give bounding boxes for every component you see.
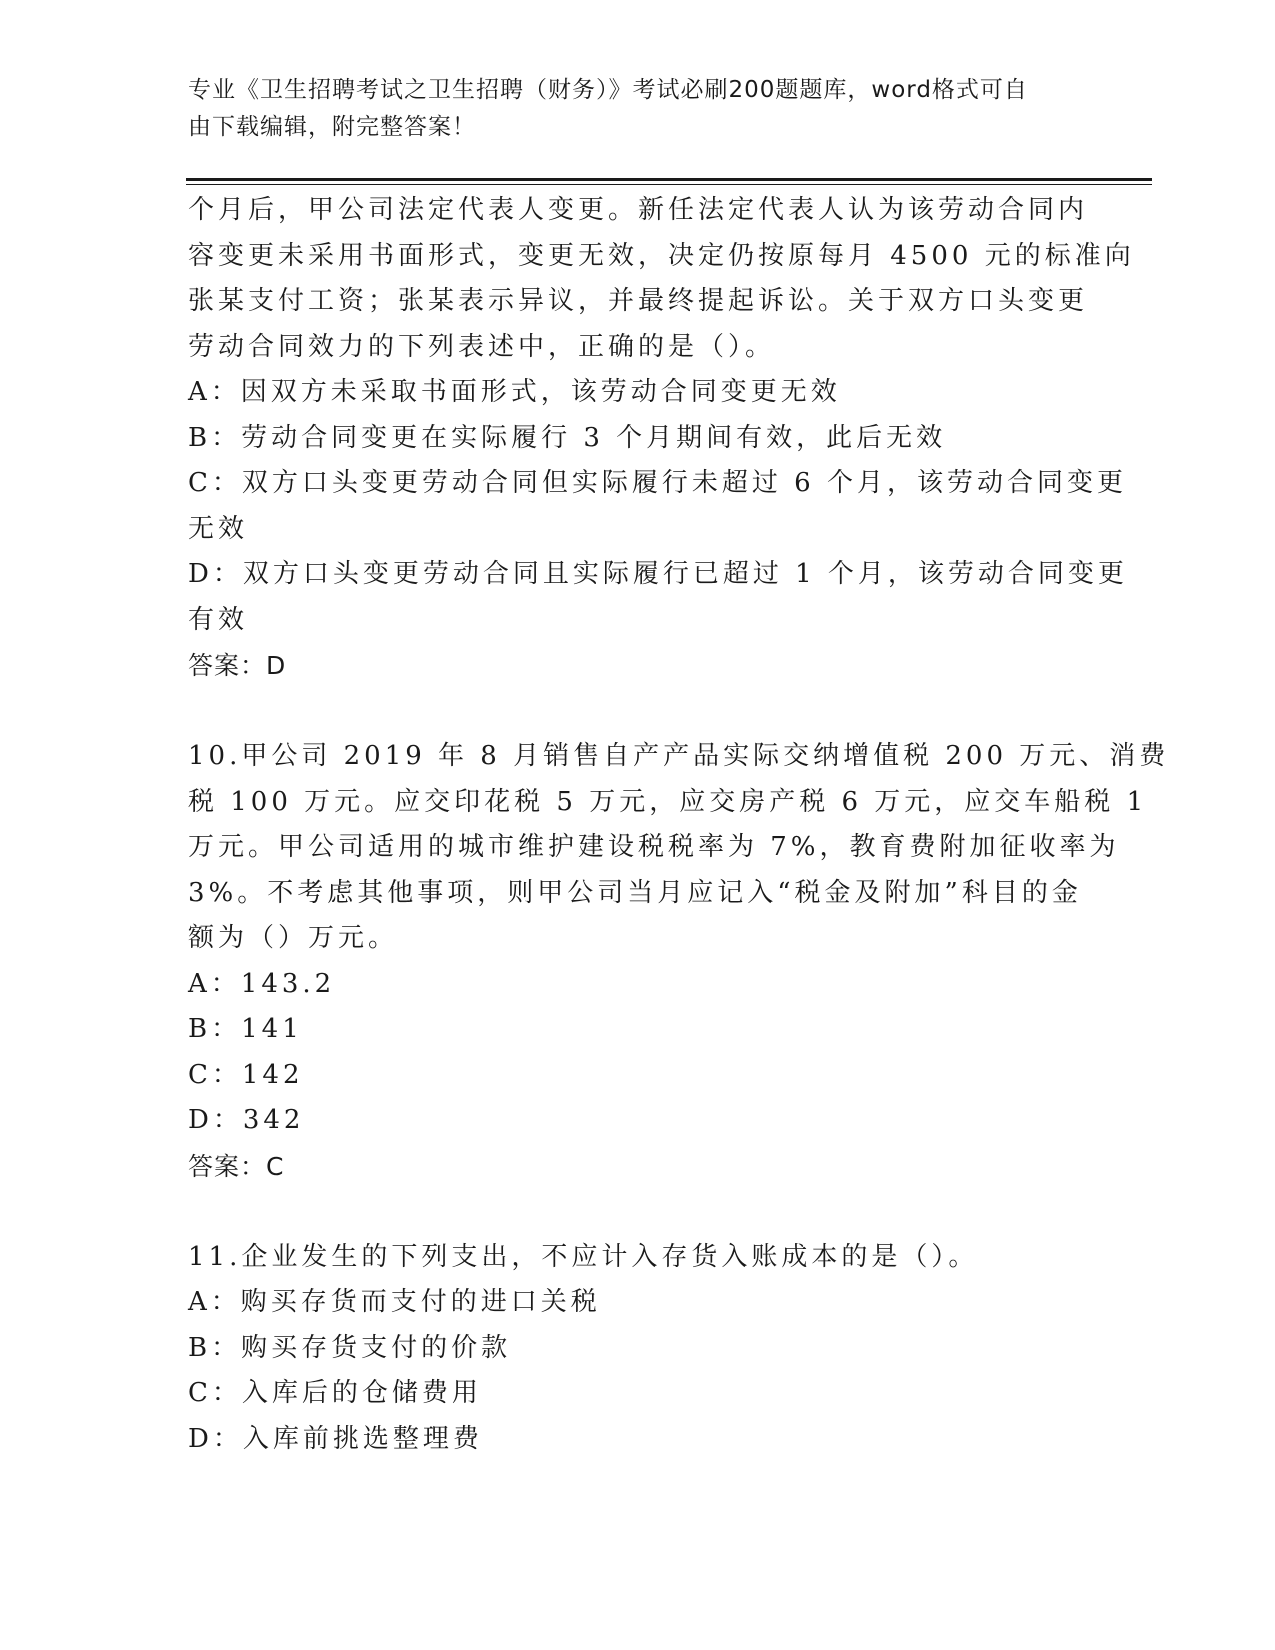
header-rule-thin — [186, 184, 1152, 185]
question-stem-line: 容变更未采用书面形式，变更无效，决定仍按原每月 4500 元的标准向 — [188, 240, 1135, 271]
question-stem-line: 个月后，甲公司法定代表人变更。新任法定代表人认为该劳动合同内 — [188, 195, 1089, 225]
question-stem-line: 3%。不考虑其他事项，则甲公司当月应记入“税金及附加”科目的金 — [188, 877, 1082, 908]
question-stem-line: 额为（）万元。 — [188, 923, 399, 953]
option-b: B：141 — [188, 1014, 303, 1044]
question-9 — [188, 188, 1135, 689]
document-header — [188, 72, 1068, 146]
question-11 — [188, 1235, 1088, 1463]
question-stem-line: 万元。甲公司适用的城市维护建设税税率为 7%，教育费附加征收率为 — [188, 832, 1120, 862]
option-a: A：143.2 — [188, 968, 336, 999]
option-b: B：劳动合同变更在实际履行 3 个月期间有效，此后无效 — [188, 422, 947, 453]
question-stem-line: 10.甲公司 2019 年 8 月销售自产产品实际交纳增值税 200 万元、消费 — [188, 741, 1170, 771]
question-stem-line: 11.企业发生的下列支出，不应计入存货入账成本的是（）。 — [188, 1241, 979, 1272]
question-stem-line: 税 100 万元。应交印花税 5 万元，应交房产税 6 万元，应交车船税 1 — [188, 786, 1148, 817]
option-c-continued: 无效 — [188, 513, 249, 544]
option-d: D：入库前挑选整理费 — [188, 1423, 483, 1454]
question-10 — [188, 734, 1170, 1189]
option-d: D：双方口头变更劳动合同且实际履行已超过 1 个月，该劳动合同变更 — [188, 559, 1128, 589]
option-d: D：342 — [188, 1105, 305, 1135]
header-line-2: 由下载编辑，附完整答案！ — [188, 114, 476, 140]
option-d-continued: 有效 — [188, 604, 249, 635]
header-line-1: 专业《卫生招聘考试之卫生招聘（财务）》考试必刷200题题库，word格式可自 — [188, 77, 1028, 103]
question-stem-line: 劳动合同效力的下列表述中，正确的是（）。 — [188, 331, 776, 362]
option-a: A：因双方未采取书面形式，该劳动合同变更无效 — [188, 377, 841, 407]
question-stem-line: 张某支付工资；张某表示异议，并最终提起诉讼。关于双方口头变更 — [188, 286, 1089, 316]
spacer — [188, 1189, 1088, 1235]
option-c: C：双方口头变更劳动合同但实际履行未超过 6 个月，该劳动合同变更 — [188, 468, 1127, 498]
option-c: C：142 — [188, 1059, 304, 1090]
answer: 答案：D — [188, 651, 287, 680]
option-a: A：购买存货而支付的进口关税 — [188, 1287, 601, 1317]
header-rule-thick — [186, 178, 1152, 181]
option-c: C：入库后的仓储费用 — [188, 1378, 482, 1408]
question-list — [188, 188, 1170, 1462]
option-b: B：购买存货支付的价款 — [188, 1332, 512, 1363]
answer: 答案：C — [188, 1151, 285, 1181]
spacer — [188, 689, 1088, 735]
